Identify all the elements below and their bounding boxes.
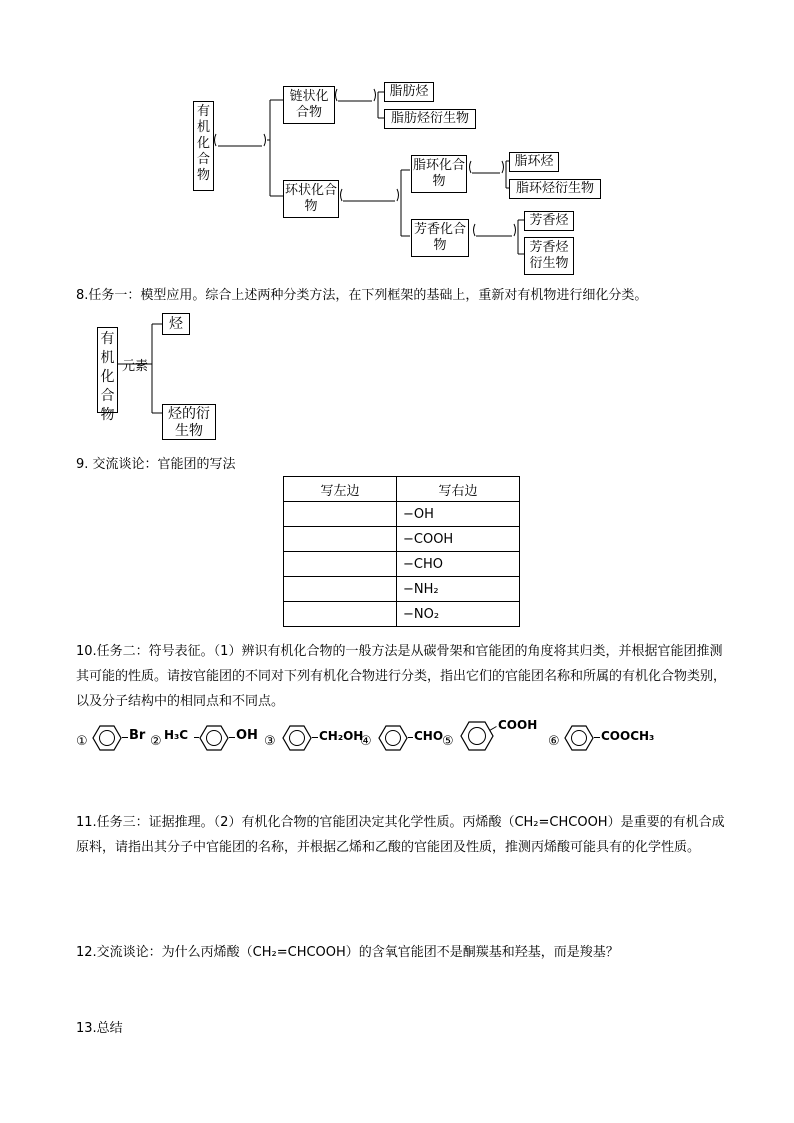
aromatic-hydrocarbon-box <box>524 211 574 231</box>
right-cell: −COOH <box>397 527 520 552</box>
question-8-text: 8.任务一：模型应用。综合上述两种分类方法，在下列框架的基础上，重新对有机物进行细化分类。 <box>76 288 648 303</box>
table-row <box>284 577 520 602</box>
aromatic-derivative-label: 芳香烃衍生物 <box>529 240 569 271</box>
organic-compound-box <box>193 101 214 191</box>
aromatic-derivative-box <box>524 237 574 275</box>
benzene-ring-icon <box>282 724 312 752</box>
right-cell: −NH₂ <box>397 577 520 602</box>
left-cell[interactable] <box>284 577 397 602</box>
alicyclic-derivative-box <box>509 179 601 199</box>
question-13-text: 13.总结 <box>76 1021 123 1036</box>
molecule-6-group: COOCH₃ <box>601 729 655 743</box>
hydrocarbon-label: 烃 <box>169 316 183 332</box>
question-11-text: 11.任务三：证据推理。（2）有机化合物的官能团决定其化学性质。丙烯酸（CH₂=CHCOOH）是重要的有机合成原料，请指出其分子中官能团的名称，并根据乙烯和乙酸的官能团及性质，推测丙烯酸可能具有的化学性质。 <box>76 815 725 855</box>
alicyclic-compound-box <box>411 155 467 193</box>
molecule-4-number: ④ <box>360 734 372 749</box>
aromatic-compound-label: 芳香化合物 <box>413 222 466 253</box>
fatty-derivative-label: 脂肪烃衍生物 <box>390 111 469 126</box>
hydrocarbon-box <box>162 313 190 335</box>
element-label: 元素 <box>122 359 149 374</box>
alicyclic-hydrocarbon-box <box>509 152 559 172</box>
question-10-text: 10.任务二：符号表征。（1）辨识有机化合物的一般方法是从碳骨架和官能团的角度将其归类，并根据官能团推测其可能的性质。请按官能团的不同对下列有机化合物进行分类，指出它们的官能团名称和所属的有机化合物类别，以及分子结构中的相同点和不同点。 <box>76 644 727 709</box>
benzene-ring-icon <box>564 724 594 752</box>
benzene-ring-icon <box>92 724 122 752</box>
molecule-3-group: CH₂OH <box>319 729 364 743</box>
right-cell: −NO₂ <box>397 602 520 627</box>
benzene-ring-icon <box>378 724 408 752</box>
left-cell[interactable] <box>284 552 397 577</box>
ring-compound-box <box>283 180 339 218</box>
hydrocarbon-derivative-label: 烃的衍生物 <box>168 406 210 439</box>
organic-compound-box-2 <box>97 327 118 423</box>
molecule-1-number: ① <box>76 734 88 749</box>
molecule-2-group: OH <box>236 728 258 743</box>
table-row <box>284 552 520 577</box>
molecule-5-number: ⑤ <box>442 734 454 749</box>
molecule-4-group: CHO <box>414 729 444 743</box>
bond-line <box>594 737 600 738</box>
alicyclic-compound-label: 脂环化合物 <box>412 158 465 189</box>
chain-compound-box <box>283 86 335 124</box>
fatty-hydrocarbon-label: 脂肪烃 <box>389 84 429 99</box>
aromatic-hydrocarbon-label: 芳香烃 <box>529 213 569 228</box>
aromatic-compound-box <box>411 219 469 257</box>
functional-group-table <box>283 476 520 627</box>
ring-compound-label: 环状化合物 <box>284 183 337 214</box>
header-left: 写左边 <box>284 477 397 502</box>
table-row <box>284 502 520 527</box>
alicyclic-derivative-label: 脂环烃衍生物 <box>515 181 594 196</box>
benzene-ring-icon <box>460 720 494 752</box>
hydrocarbon-derivative-box <box>162 404 216 440</box>
header-right: 写右边 <box>397 477 520 502</box>
molecule-5-group: COOH <box>498 718 538 732</box>
molecule-2-prefix: H₃C <box>164 728 189 742</box>
fatty-hydrocarbon-box <box>384 82 434 102</box>
alicyclic-hydrocarbon-label: 脂环烃 <box>514 154 554 169</box>
left-cell[interactable] <box>284 527 397 552</box>
chain-compound-label: 链状化合物 <box>289 89 329 120</box>
table-header-row <box>284 477 520 502</box>
right-cell: −OH <box>397 502 520 527</box>
molecule-6-number: ⑥ <box>548 734 560 749</box>
bond-line <box>122 737 128 738</box>
fatty-derivative-box <box>384 109 476 129</box>
molecule-2-number: ② <box>150 734 162 749</box>
benzene-ring-icon <box>199 724 229 752</box>
bond-line <box>229 737 235 738</box>
bond-line <box>312 737 318 738</box>
molecule-1-group: Br <box>129 728 146 743</box>
table-row <box>284 527 520 552</box>
table-row <box>284 602 520 627</box>
question-12-text: 12.交流谈论：为什么丙烯酸（CH₂=CHCOOH）的含氧官能团不是酮羰基和羟基，而是羧基？ <box>76 945 619 960</box>
bond-line <box>408 737 413 738</box>
left-cell[interactable] <box>284 602 397 627</box>
organic-compound-label: 有机化合物 <box>196 104 210 183</box>
molecule-3-number: ③ <box>264 734 276 749</box>
left-cell[interactable] <box>284 502 397 527</box>
right-cell: −CHO <box>397 552 520 577</box>
question-9-text: 9. 交流谈论：官能团的写法 <box>76 457 236 472</box>
organic-compound-label-2: 有机化合物 <box>100 331 115 423</box>
